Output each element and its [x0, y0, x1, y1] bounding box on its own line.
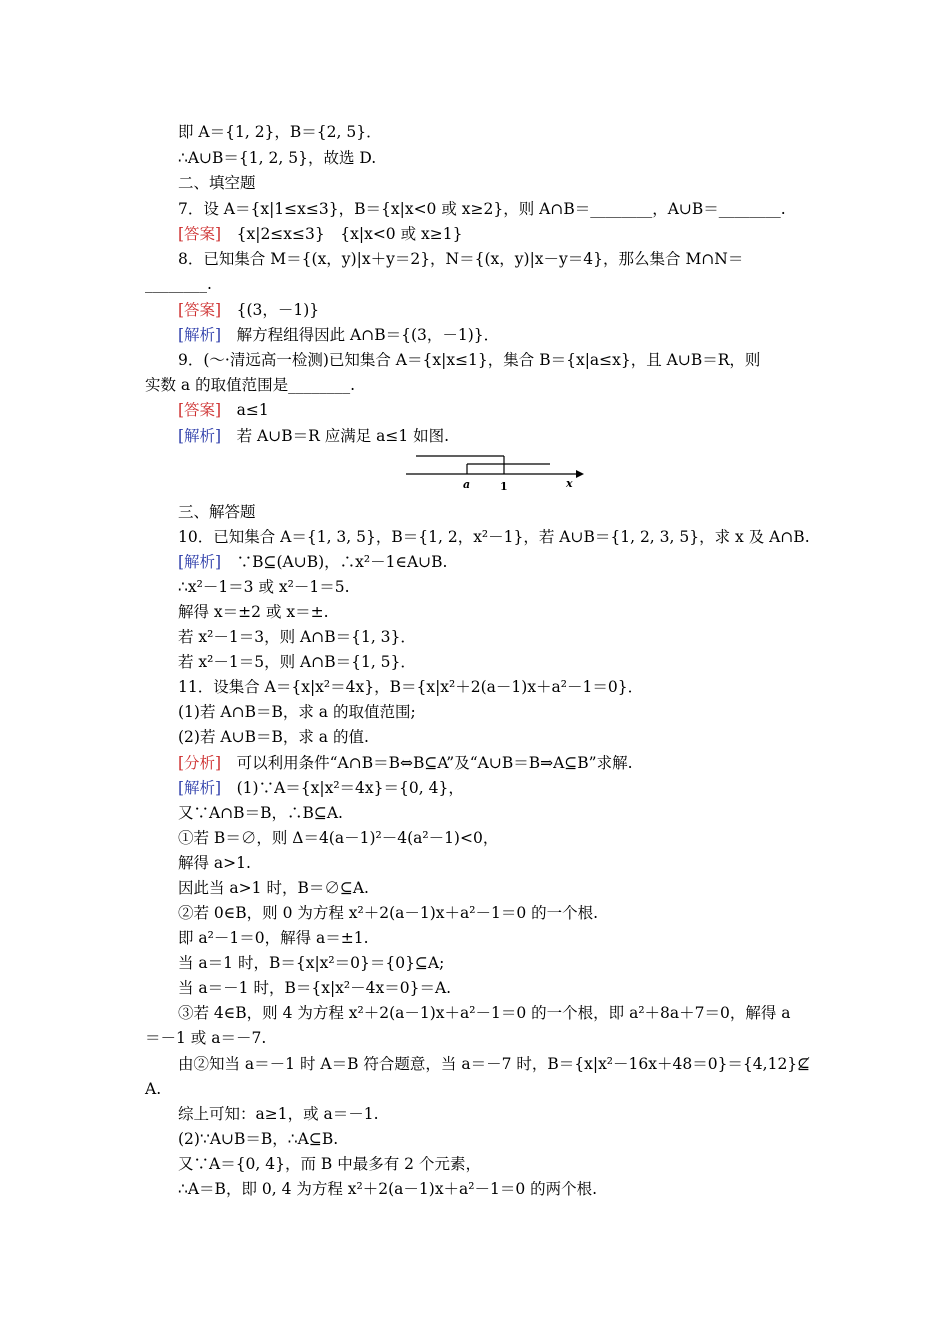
line-text: 即 A＝{1, 2}，B＝{2, 5}．: [178, 123, 382, 141]
line-text: 综上可知：a≥1，或 a＝－1.: [178, 1105, 379, 1123]
line-text: (2)∵A∪B＝B，∴A⊆B.: [178, 1130, 339, 1148]
text-line: [178, 1001, 791, 1025]
line-text: ∴A＝B，即 0, 4 为方程 x²＋2(a－1)x＋a²－1＝0 的两个根.: [178, 1180, 598, 1198]
line-text: {x|2≤x≤3} {x|x<0 或 x≥1}: [236, 225, 463, 243]
text-line: [178, 222, 462, 246]
text-line: [178, 926, 369, 950]
line-text: 解得 a>1.: [178, 854, 251, 872]
text-line: [178, 801, 343, 825]
line-text: {(3，－1)}: [236, 301, 320, 319]
text-line: [178, 751, 633, 775]
section-tag: [解析]: [178, 779, 222, 797]
label-a: a: [463, 478, 471, 491]
text-line: [178, 600, 329, 624]
text-line: [178, 171, 256, 195]
section-tag: [答案]: [178, 225, 222, 243]
line-text: 又∵A∩B＝B，∴B⊆A.: [178, 804, 343, 822]
text-line: [178, 776, 464, 800]
text-line: [178, 575, 350, 599]
line-text: 当 a＝1 时，B＝{x|x²＝0}＝{0}⊆A;: [178, 954, 445, 972]
line-text: 实数 a 的取值范围是________.: [145, 376, 356, 394]
text-line: [145, 1077, 161, 1101]
text-line: [178, 1102, 379, 1126]
text-line: [178, 876, 369, 900]
line-text: 当 a＝－1 时，B＝{x|x²－4x＝0}＝A.: [178, 979, 452, 997]
line-text: 11．设集合 A＝{x|x²＝4x}，B＝{x|x²＋2(a－1)x＋a²－1＝0}．: [178, 678, 644, 696]
section-tag: [分析]: [178, 754, 222, 772]
line-text: 二、填空题: [178, 174, 256, 192]
section-tag: [答案]: [178, 301, 222, 319]
text-line: [178, 398, 269, 422]
line-text: 解得 x＝±2 或 x＝±.: [178, 603, 329, 621]
line-text: (1)∵A＝{x|x²＝4x}＝{0, 4}，: [236, 779, 464, 797]
section-tag: [解析]: [178, 553, 222, 571]
line-text: 若 x²－1＝3，则 A∩B＝{1, 3}．: [178, 628, 416, 646]
line-text: 可以利用条件“A∩B＝B⇔B⊆A”及“A∪B＝B⇒A⊆B”求解.: [236, 754, 633, 772]
line-text: ①若 B＝∅，则 Δ＝4(a－1)²－4(a²－1)<0，: [178, 829, 499, 847]
label-1: 1: [500, 480, 508, 492]
line-text: A.: [145, 1080, 162, 1098]
text-line: [178, 120, 382, 144]
text-line: [178, 1152, 481, 1176]
line-text: ∴A∪B＝{1, 2, 5}，故选 D.: [178, 149, 377, 167]
section-tag: [解析]: [178, 427, 222, 445]
line-text: a≤1: [236, 401, 269, 419]
line-text: ∴x²－1＝3 或 x²－1＝5.: [178, 578, 350, 596]
text-line: [145, 373, 355, 397]
x-axis-arrow-icon: [576, 470, 584, 478]
text-line: [178, 851, 251, 875]
line-text: 又∵A＝{0, 4}，而 B 中最多有 2 个元素，: [178, 1155, 481, 1173]
text-line: [178, 298, 319, 322]
text-line: [178, 675, 643, 699]
line-text: 因此当 a>1 时，B＝∅⊆A.: [178, 879, 369, 897]
line-text: 若 x²－1＝5，则 A∩B＝{1, 5}．: [178, 653, 416, 671]
text-line: [178, 323, 499, 347]
text-line: [178, 1052, 810, 1076]
text-line: [178, 951, 444, 975]
line-text: 解方程组得因此 A∩B＝{(3，－1)}．: [236, 326, 500, 344]
line-text: 由②知当 a＝－1 时 A＝B 符合题意，当 a＝－7 时，B＝{x|x²－16x＋48＝0}＝{4,12}⊈: [178, 1055, 811, 1073]
text-line: [145, 1026, 266, 1050]
line-text: ②若 0∈B，则 0 为方程 x²＋2(a－1)x＋a²－1＝0 的一个根.: [178, 904, 599, 922]
line-text: ＝－1 或 a＝－7.: [145, 1029, 267, 1047]
text-line: [178, 247, 743, 271]
line-text: 10．已知集合 A＝{1, 3, 5}，B＝{1, 2，x²－1}，若 A∪B＝{1, 2, 3, 5}，求 x 及 A∩B.: [178, 528, 810, 546]
text-line: [178, 424, 449, 448]
line-text: 即 a²－1＝0，解得 a＝±1.: [178, 929, 369, 947]
line-text: 若 A∪B＝R 应满足 a≤1 如图.: [236, 427, 450, 445]
text-line: [178, 197, 786, 221]
text-line: [178, 348, 760, 372]
text-line: [178, 525, 810, 549]
text-line: [178, 146, 376, 170]
section-tag: [解析]: [178, 326, 222, 344]
text-line: [178, 1177, 597, 1201]
line-text: 三、解答题: [178, 503, 256, 521]
text-line: [178, 550, 447, 574]
line-text: ∵B⊆(A∪B)，∴x²－1∈A∪B.: [236, 553, 448, 571]
line-text: 9．(～·清远高一检测)已知集合 A＝{x|x≤1}，集合 B＝{x|a≤x}，且 A∪B＝R，则: [178, 351, 761, 369]
line-text: 8．已知集合 M＝{(x，y)|x＋y＝2}，N＝{(x，y)|x－y＝4}，那么集合 M∩N＝: [178, 250, 744, 268]
number-line-diagram: [400, 450, 590, 492]
text-line: [178, 725, 369, 749]
label-x: x: [566, 477, 573, 490]
text-line: [178, 500, 256, 524]
text-line: [178, 826, 498, 850]
text-line: [178, 700, 416, 724]
text-line: [178, 650, 416, 674]
text-line: [178, 625, 416, 649]
text-line: [178, 976, 451, 1000]
text-line: [178, 901, 598, 925]
line-text: ________.: [145, 275, 212, 293]
line-text: ③若 4∈B，则 4 为方程 x²＋2(a－1)x＋a²－1＝0 的一个根，即 a²＋8a＋7＝0，解得 a: [178, 1004, 791, 1022]
line-text: (1)若 A∩B＝B，求 a 的取值范围;: [178, 703, 416, 721]
text-line: [145, 272, 212, 296]
line-text: 7．设 A＝{x|1≤x≤3}，B＝{x|x<0 或 x≥2}，则 A∩B＝________，A∪B＝________.: [178, 200, 786, 218]
line-text: (2)若 A∪B＝B，求 a 的值.: [178, 728, 369, 746]
text-line: [178, 1127, 338, 1151]
section-tag: [答案]: [178, 401, 222, 419]
